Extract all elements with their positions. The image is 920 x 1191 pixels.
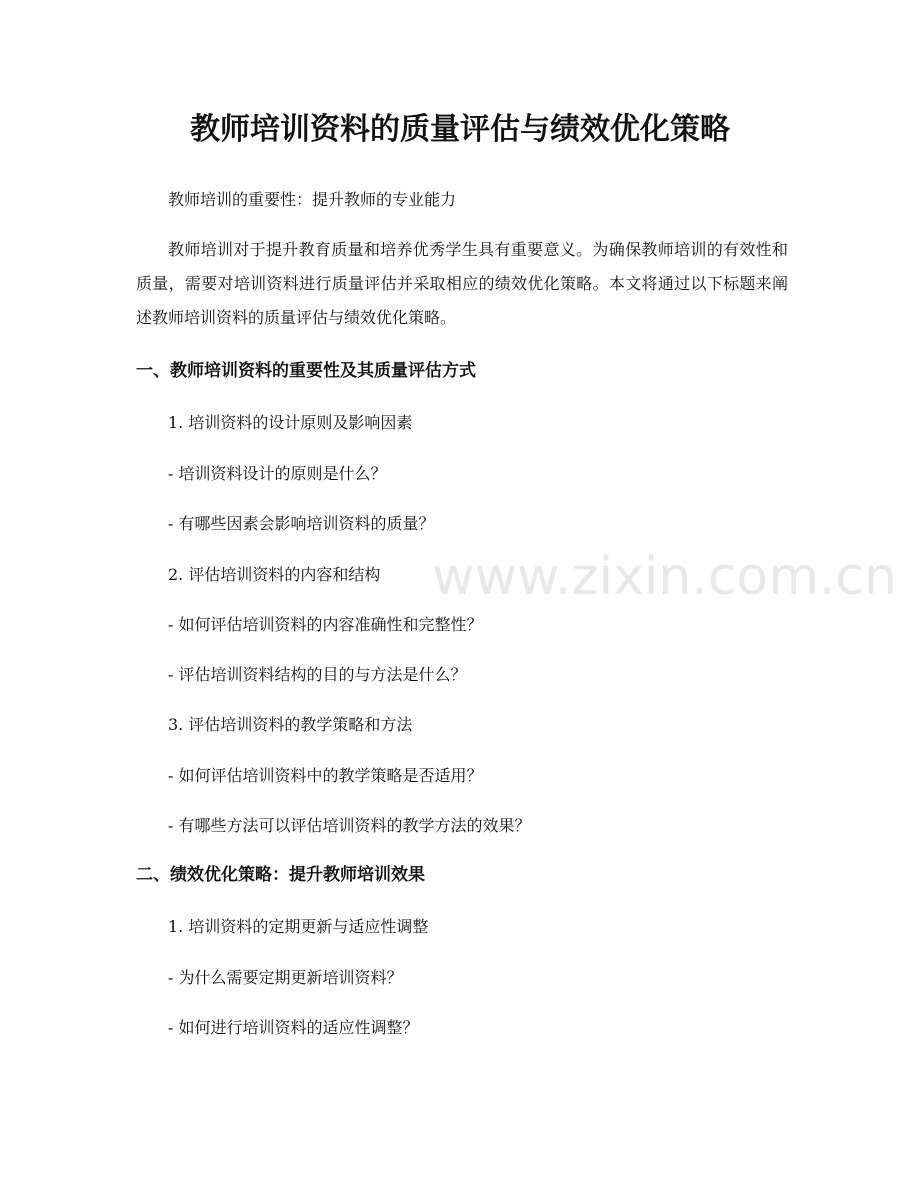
section1-item-1: 1. 培训资料的设计原则及影响因素: [168, 413, 413, 432]
section1-item-7: 3. 评估培训资料的教学策略和方法: [168, 715, 413, 734]
document-title: 教师培训资料的质量评估与绩效优化策略: [190, 112, 730, 147]
section1-heading: 一、教师培训资料的重要性及其质量评估方式: [136, 361, 476, 381]
section2-item-2: - 为什么需要定期更新培训资料？: [168, 968, 403, 987]
intro-paragraph: 教师培训对于提升教育质量和培养优秀学生具有重要意义。为确保教师培训的有效性和质量，需要对培训资料进行质量评估并采取相应的绩效优化策略。本文将通过以下标题来阐述教师培训资料的质量评估与绩效优化策略。: [136, 240, 788, 327]
section2-item-1: 1. 培训资料的定期更新与适应性调整: [168, 917, 429, 936]
section2-heading: 二、绩效优化策略：提升教师培训效果: [136, 865, 425, 885]
subtitle: 教师培训的重要性：提升教师的专业能力: [168, 190, 457, 209]
section1-item-9: - 有哪些方法可以评估培训资料的教学方法的效果？: [168, 816, 531, 835]
section1-item-4: 2. 评估培训资料的内容和结构: [168, 565, 381, 584]
section1-item-2: - 培训资料设计的原则是什么？: [168, 464, 387, 483]
section1-item-6: - 评估培训资料结构的目的与方法是什么？: [168, 665, 467, 684]
watermark: www.zixin.com.cn: [432, 547, 897, 607]
section1-item-8: - 如何评估培训资料中的教学策略是否适用？: [168, 766, 483, 785]
section1-item-3: - 有哪些因素会影响培训资料的质量？: [168, 514, 435, 533]
section1-item-5: - 如何评估培训资料的内容准确性和完整性？: [168, 615, 483, 634]
section2-item-3: - 如何进行培训资料的适应性调整？: [168, 1018, 419, 1037]
